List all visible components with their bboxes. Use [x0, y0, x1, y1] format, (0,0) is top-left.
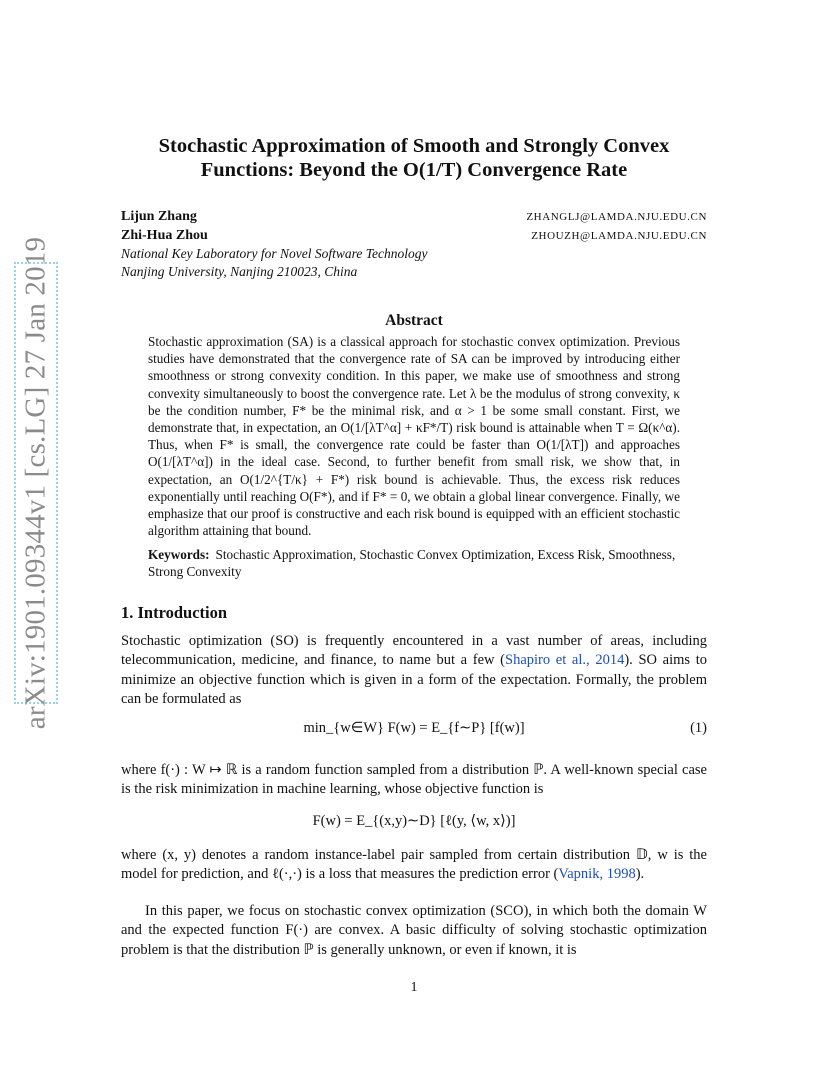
intro-paragraph-4: In this paper, we focus on stochastic convex optimization (SCO), in which both the domain W and the expected function F(·) are convex. A basic difficulty of solving stochastic optimization problem is that the distribution ℙ is generally unknown, or even if known, it is	[121, 903, 707, 958]
arxiv-stamp-text: arXiv:1901.09344v1 [cs.LG] 27 Jan 2019	[19, 236, 52, 730]
paragraph-text: ).	[635, 866, 645, 883]
abstract-text: Stochastic approximation (SA) is a classical approach for stochastic convex optimization. Previous studies have demonstrated that the convergence rate of SA can be improved by introducing either smoothness or strong convexity condition. In this paper, we make use of smoothness and strong convexity simultaneously to boost the convergence rate. Let λ be the modulus of strong convexity, κ be the condition number, F* be the minimal risk, and α > 1 be some small constant. First, we demonstrate that, in expectation, an O(1/[λT^α] + κF*/T) risk bound is attainable when T = Ω(κ^α). Thus, when F* is small, the convergence rate could be faster than O(1/[λT]) and approaches O(1/[λT^α]) in the ideal case. Second, to further benefit from small risk, we show that, in expectation, an O(1/2^{T/κ} + F*) risk bound is achievable. Thus, the excess risk reduces exponentially until reaching O(F*), and if F* = 0, we obtain a global linear convergence. Finally, we emphasize that our proof is constructive and each risk bound is equipped with an efficient stochastic algorithm attaining that bound.	[148, 334, 680, 539]
paragraph-text: Stochastic optimization (SO) is frequently encountered in a vast number of areas, including telecommunication, medicine, and finance, to name but a few (	[121, 633, 707, 669]
citation-link[interactable]: Shapiro et al., 2014	[505, 652, 625, 669]
page-number: 1	[410, 980, 418, 995]
title-line-1: Stochastic Approximation of Smooth and Strongly Convex	[158, 135, 670, 157]
section-heading-introduction: 1. Introduction	[121, 603, 228, 622]
intro-paragraph-3	[121, 846, 707, 885]
keywords-text: Stochastic Approximation, Stochastic Convex Optimization, Excess Risk, Smoothness, Strong Convexity	[148, 547, 676, 580]
equation-1-body: min_{w∈W} F(w) = E_{f∼P} [f(w)]	[303, 720, 525, 736]
author-email[interactable]: ZHOUZH@LAMDA.NJU.EDU.CN	[531, 230, 707, 242]
paper-title	[0, 134, 828, 182]
title-line-2: Functions: Beyond the O(1/T) Convergence Rate	[200, 159, 628, 181]
intro-paragraph-2: where f(·) : W ↦ ℝ is a random function sampled from a distribution ℙ. A well-known special case is the risk minimization in machine learning, whose objective function is	[121, 762, 707, 798]
paragraph-text: ). SO aims to minimize an objective function which is given in a form of the expectation. Formally, the problem can be formulated as	[121, 652, 707, 708]
keywords-label: Keywords:	[148, 547, 210, 562]
abstract-heading: Abstract	[385, 312, 443, 329]
citation-link[interactable]: Vapnik, 1998	[558, 866, 636, 883]
affiliation-line-2: Nanjing University, Nanjing 210023, China	[121, 264, 358, 279]
author-name: Lijun Zhang	[121, 209, 197, 224]
author-name: Zhi-Hua Zhou	[121, 228, 208, 243]
affiliation-line-1: National Key Laboratory for Novel Software Technology	[121, 246, 428, 261]
equation-2-body: F(w) = E_{(x,y)∼D} [ℓ(y, ⟨w, x⟩)]	[312, 813, 516, 829]
keywords	[148, 546, 680, 580]
paragraph-text: where (x, y) denotes a random instance-label pair sampled from certain distribution 𝔻, w is the model for prediction, and ℓ(·,·) is a loss that measures the prediction error (	[121, 847, 707, 883]
equation-number: (1)	[690, 720, 707, 736]
author-email[interactable]: ZHANGLJ@LAMDA.NJU.EDU.CN	[526, 211, 707, 223]
intro-paragraph-1	[121, 632, 707, 710]
